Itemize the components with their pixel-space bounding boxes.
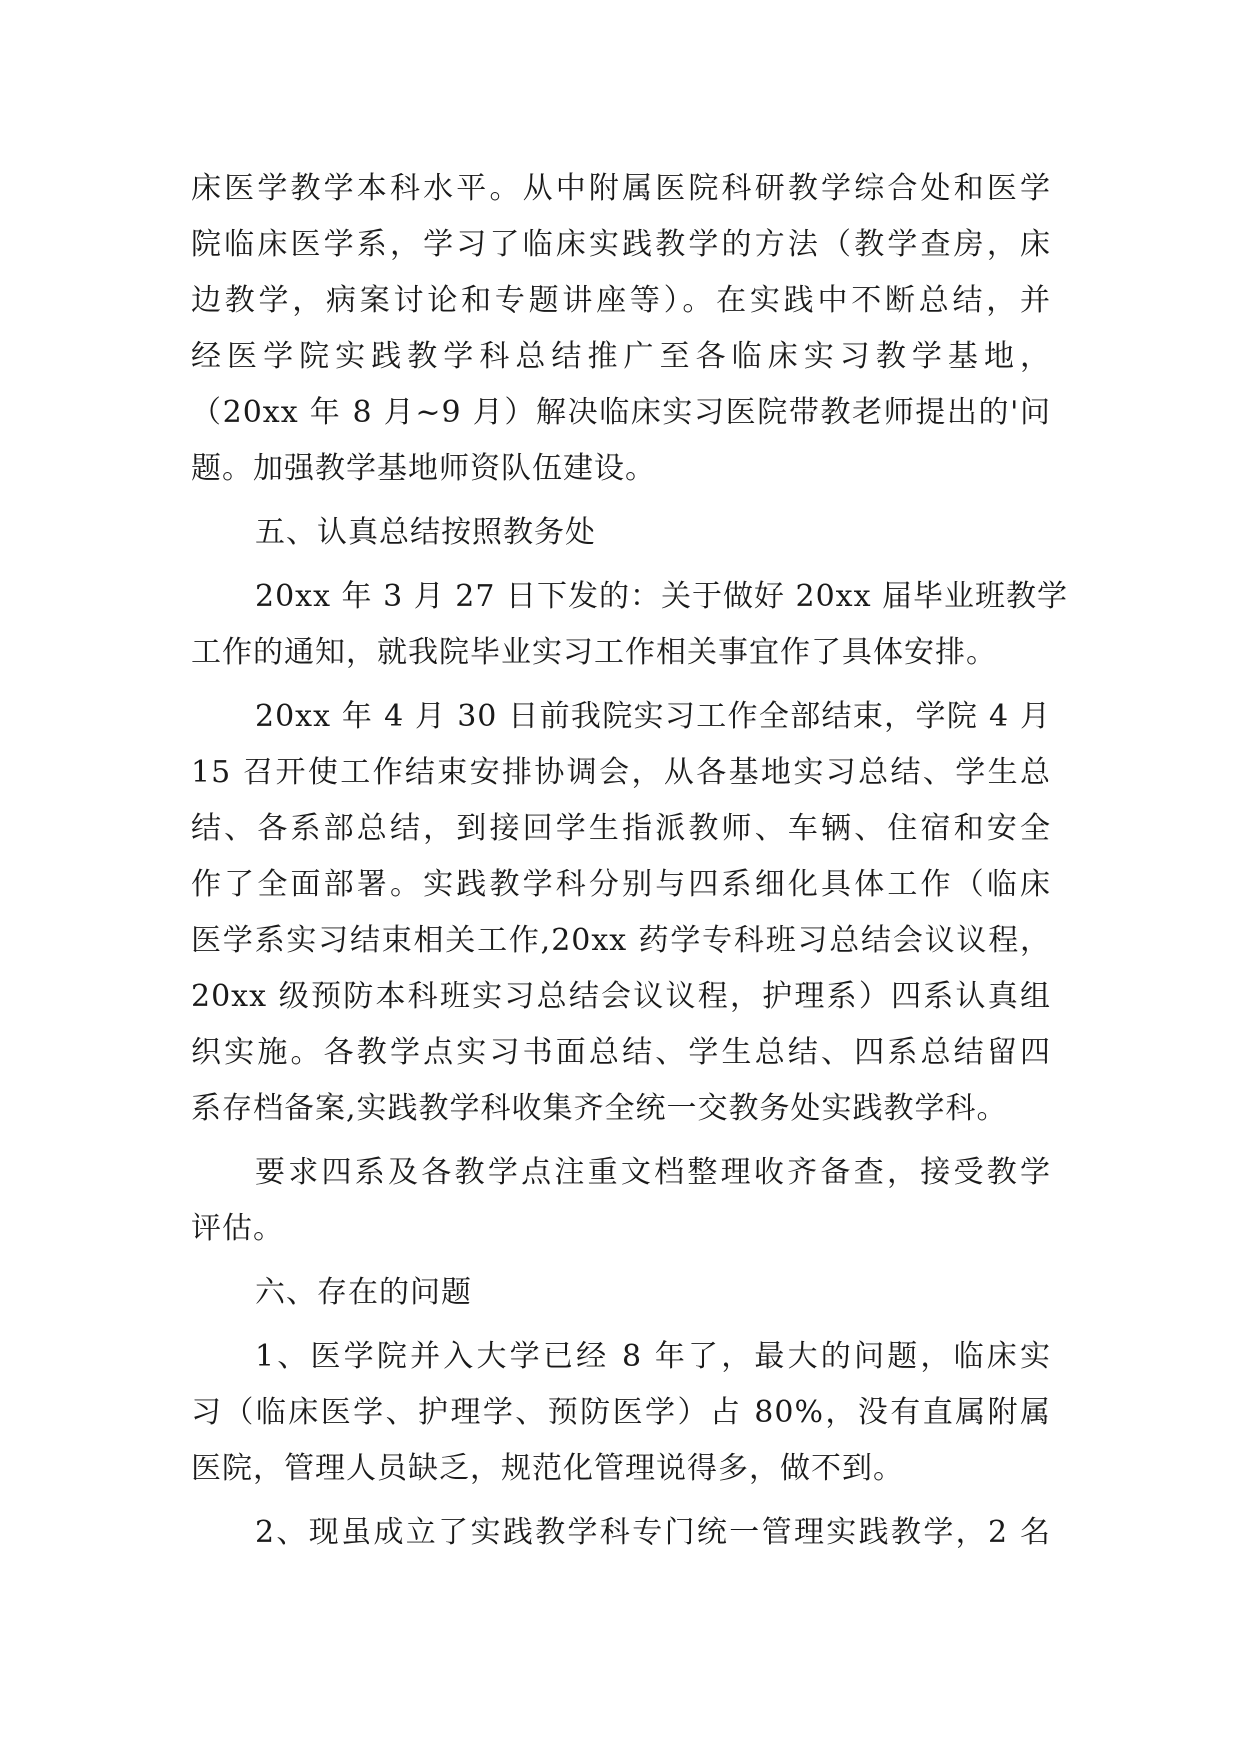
text-line: 20xx 级预防本科班实习总结会议议程，护理系）四系认真组 [191,979,1051,1014]
section-heading-6: 六、存在的问题 [255,1275,472,1310]
text-line: 经医学院实践教学科总结推广至各临床实习教学基地， [191,339,1051,374]
text-line: 院临床医学系，学习了临床实践教学的方法（教学查房，床 [191,227,1051,262]
text-line: 医院，管理人员缺乏，规范化管理说得多，做不到。 [191,1451,904,1486]
text-line: 床医学教学本科水平。从中附属医院科研教学综合处和医学 [191,171,1051,206]
text-line: 要求四系及各教学点注重文档整理收齐备查，接受教学 [255,1155,1051,1190]
paragraph-gap [191,681,1051,689]
text-line: 评估。 [191,1211,284,1246]
text-line: 15 召开使工作结束安排协调会，从各基地实习总结、学生总 [191,755,1051,790]
text-line: 医学系实习结束相关工作,20xx 药学专科班习总结会议议程， [191,923,1051,958]
text-line: 边教学，病案讨论和专题讲座等）。在实践中不断总结，并 [191,283,1051,318]
section-heading-5: 五、认真总结按照教务处 [255,515,596,550]
text-line: 系存档备案,实践教学科收集齐全统一交教务处实践教学科。 [191,1091,1008,1126]
text-line: 2、现虽成立了实践教学科专门统一管理实践教学，2 名 [255,1515,1051,1550]
text-line: 20xx 年 3 月 27 日下发的：关于做好 20xx 届毕业班教学 [255,579,1069,614]
text-line: 织实施。各教学点实习书面总结、学生总结、四系总结留四 [191,1035,1051,1070]
document-body [191,161,1069,1561]
text-line: 结、各系部总结，到接回学生指派教师、车辆、住宿和安全 [191,811,1051,846]
text-line: （20xx 年 8 月~9 月）解决临床实习医院带教老师提出的'问 [191,395,1051,430]
text-line: 作了全面部署。实践教学科分别与四系细化具体工作（临床 [191,867,1051,902]
text-line: 习（临床医学、护理学、预防医学）占 80%，没有直属附属 [191,1395,1051,1430]
text-line: 1、医学院并入大学已经 8 年了，最大的问题，临床实 [255,1339,1051,1374]
text-line: 20xx 年 4 月 30 日前我院实习工作全部结束，学院 4 月 [255,699,1051,734]
text-line: 题。加强教学基地师资队伍建设。 [191,451,656,486]
paragraph-gap [191,1137,1051,1145]
text-line: 工作的通知，就我院毕业实习工作相关事宜作了具体安排。 [191,635,997,670]
paragraph-gap [191,1497,1051,1505]
